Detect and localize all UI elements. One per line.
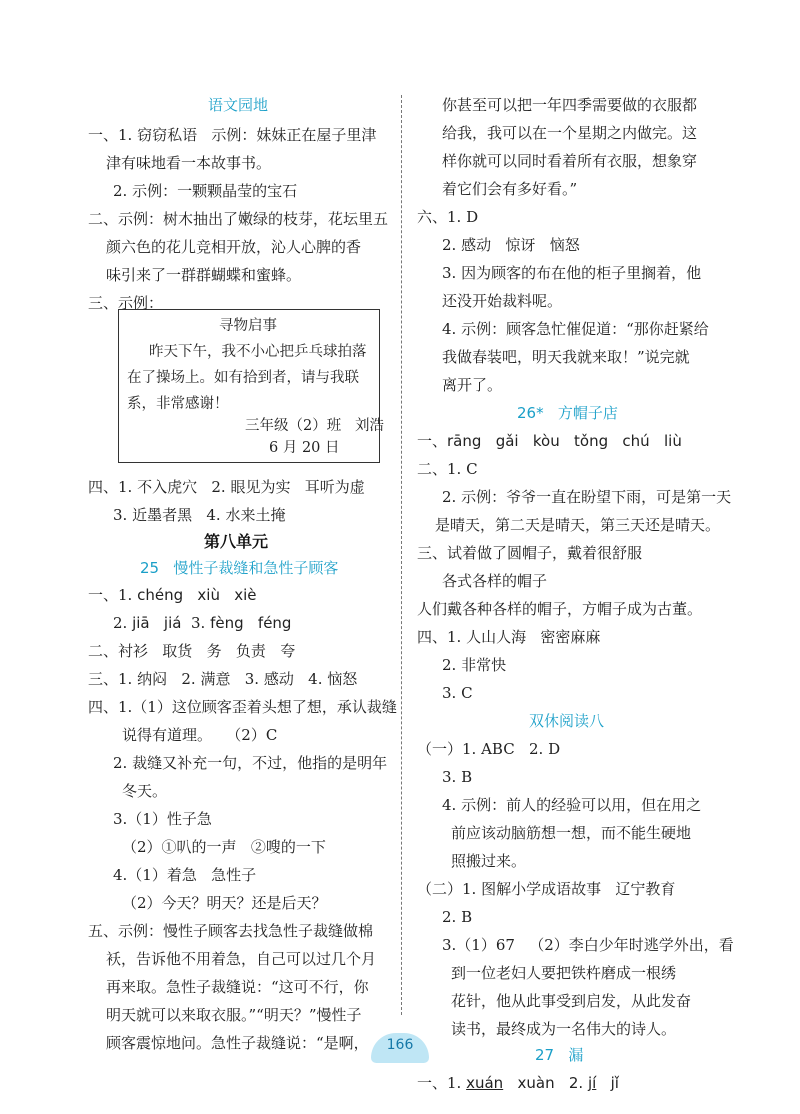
answer-line: 四、1.（1）这位顾客歪着头想了想，承认裁缝 bbox=[88, 698, 397, 716]
lost-item-notice-box bbox=[118, 309, 385, 463]
unit-heading: 第八单元 bbox=[204, 532, 269, 551]
pinyin-answer: xuán bbox=[466, 1074, 504, 1092]
answer-line: 3. 因为顾客的布在他的柜子里搁着，他 bbox=[442, 264, 702, 282]
answer-line: 再来取。急性子裁缝说：“这可不行，你 bbox=[106, 978, 369, 996]
item-number: 3. bbox=[181, 614, 211, 632]
answer-line: 二、1. C bbox=[417, 460, 478, 478]
answer-line: （2）①叭的一声 ②嗖的一下 bbox=[122, 838, 326, 856]
notice-signature: 三年级（2）班 刘浩 bbox=[245, 418, 385, 434]
section-title-lesson-26: 26* 方帽子店 bbox=[517, 404, 618, 422]
answer-line: 二、衬衫 取货 务 负责 夸 bbox=[88, 642, 296, 660]
answer-line: 四、1. 人山人海 密密麻麻 bbox=[417, 628, 601, 646]
notice-body-line: 系，非常感谢！ bbox=[127, 396, 229, 412]
answer-line: 顾客震惊地问。急性子裁缝说：“是啊， bbox=[106, 1034, 369, 1052]
notice-body-line: 昨天下午，我不小心把乒乓球拍落 bbox=[149, 344, 367, 360]
answer-line: 样你就可以同时看着所有衣服，想象穿 bbox=[442, 152, 698, 170]
answer-line: 味引来了一群群蝴蝶和蜜蜂。 bbox=[106, 266, 302, 284]
answer-line: 津有味地看一本故事书。 bbox=[106, 154, 272, 172]
answer-line: 4.（1）着急 急性子 bbox=[113, 866, 257, 884]
answer-line: 读书，最终成为一名伟大的诗人。 bbox=[451, 1020, 677, 1038]
answer-line: 一、1. 窃窃私语 示例：妹妹正在屋子里津 bbox=[88, 126, 377, 144]
answer-line: （一）1. ABC 2. D bbox=[417, 740, 561, 758]
answer-line: 2. 示例：一颗颗晶莹的宝石 bbox=[113, 182, 298, 200]
answer-line: 3.（1）性子急 bbox=[113, 810, 212, 828]
answer-line: 三、试着做了圆帽子，戴着很舒服 bbox=[417, 544, 643, 562]
pinyin-answer: jǐ bbox=[596, 1074, 619, 1092]
answer-line: 2. 示例：爷爷一直在盼望下雨，可是第一天 bbox=[442, 488, 732, 506]
notice-date: 6 月 20 日 bbox=[269, 440, 340, 456]
answer-line: 4. 示例：顾客急忙催促道：“那你赶紧给 bbox=[442, 320, 709, 338]
item-number: 2. bbox=[113, 614, 133, 632]
answer-line: 花针，他从此事受到启发，从此发奋 bbox=[451, 992, 692, 1010]
page-number: 166 bbox=[386, 1037, 414, 1053]
answer-line: 人们戴各种各样的帽子，方帽子成为古董。 bbox=[417, 600, 703, 618]
answer-line: 三、示例： bbox=[88, 294, 164, 312]
answer-line: 给我，我可以在一个星期之内做完。这 bbox=[442, 124, 698, 142]
answer-line: 颜六色的花儿竞相开放，沁人心脾的香 bbox=[106, 238, 362, 256]
answer-line: 2. 感动 惊讶 恼怒 bbox=[442, 236, 580, 254]
answer-line: 三、1. 纳闷 2. 满意 3. 感动 4. 恼怒 bbox=[88, 670, 358, 688]
answer-line: 4. 示例：前人的经验可以用，但在用之 bbox=[442, 796, 702, 814]
pinyin-answer: jí bbox=[587, 1074, 597, 1092]
answer-line: 照搬过来。 bbox=[451, 852, 527, 870]
answer-line bbox=[417, 428, 682, 454]
answer-line bbox=[113, 610, 291, 636]
answer-line: 2. B bbox=[442, 908, 473, 926]
answer-line bbox=[88, 582, 257, 608]
answer-line: （2）今天？明天？还是后天？ bbox=[122, 894, 327, 912]
answer-line: 四、1. 不入虎穴 2. 眼见为实 耳听为虚 bbox=[88, 478, 365, 496]
answer-line: 你甚至可以把一年四季需要做的衣服都 bbox=[442, 96, 698, 114]
answer-line: 冬天。 bbox=[122, 782, 168, 800]
answer-line: 3. C bbox=[442, 684, 473, 702]
pinyin-answer: xuàn 2. bbox=[503, 1074, 588, 1092]
answer-line: 3. 近墨者黑 4. 水来土掩 bbox=[113, 506, 286, 524]
answer-line: 五、示例：慢性子顾客去找急性子裁缝做棉 bbox=[88, 922, 374, 940]
pinyin-answer: fèng féng bbox=[210, 614, 292, 632]
item-number: 一、1. bbox=[88, 586, 138, 604]
answer-line: 着它们会有多好看。” bbox=[442, 180, 578, 198]
answer-line: 2. 裁缝又补充一句，不过，他指的是明年 bbox=[113, 754, 388, 772]
answer-line: 我做春装吧，明天我就来取！”说完就 bbox=[442, 348, 690, 366]
item-number: 一、1. bbox=[417, 1074, 467, 1092]
section-title-weekend-reading: 双休阅读八 bbox=[529, 712, 605, 730]
answer-line: 说得有道理。 （2）C bbox=[122, 726, 278, 744]
answer-line: 3. B bbox=[442, 768, 473, 786]
answer-line: 3.（1）67 （2）李白少年时逃学外出，看 bbox=[442, 936, 734, 954]
section-title-lesson-25: 25 慢性子裁缝和急性子顾客 bbox=[140, 559, 339, 577]
notice-body-line: 在了操场上。如有拾到者，请与我联 bbox=[127, 370, 359, 386]
answer-line: 离开了。 bbox=[442, 376, 503, 394]
answer-line: 2. 非常快 bbox=[442, 656, 507, 674]
answer-line: 到一位老妇人要把铁杵磨成一根绣 bbox=[451, 964, 677, 982]
page-number-tab bbox=[371, 1033, 429, 1063]
answer-line: 各式各样的帽子 bbox=[442, 572, 548, 590]
section-title-lesson-27: 27 漏 bbox=[535, 1046, 584, 1064]
answer-line: 六、1. D bbox=[417, 208, 479, 226]
column-divider bbox=[401, 95, 402, 1015]
answer-line: （二）1. 图解小学成语故事 辽宁教育 bbox=[417, 880, 676, 898]
answer-line: 明天就可以来取衣服。”“明天？”慢性子 bbox=[106, 1006, 362, 1024]
item-number: 一、 bbox=[417, 432, 448, 450]
answer-line: 袄，告诉他不用着急，自己可以过几个月 bbox=[106, 950, 377, 968]
section-title-yuwen: 语文园地 bbox=[208, 96, 269, 114]
answer-line: 前应该动脑筋想一想，而不能生硬地 bbox=[451, 824, 692, 842]
pinyin-answer: chéng xiù xiè bbox=[137, 586, 257, 604]
pinyin-answer: jiā jiá bbox=[132, 614, 182, 632]
answer-line bbox=[417, 1070, 619, 1096]
notice-title: 寻物启事 bbox=[219, 318, 277, 334]
pinyin-answer: rāng gǎi kòu tǒng chú liù bbox=[447, 432, 682, 450]
answer-line: 还没开始裁料呢。 bbox=[442, 292, 563, 310]
answer-line: 二、示例：树木抽出了嫩绿的枝芽，花坛里五 bbox=[88, 210, 389, 228]
answer-line: 是晴天，第二天是晴天，第三天还是晴天。 bbox=[435, 516, 721, 534]
